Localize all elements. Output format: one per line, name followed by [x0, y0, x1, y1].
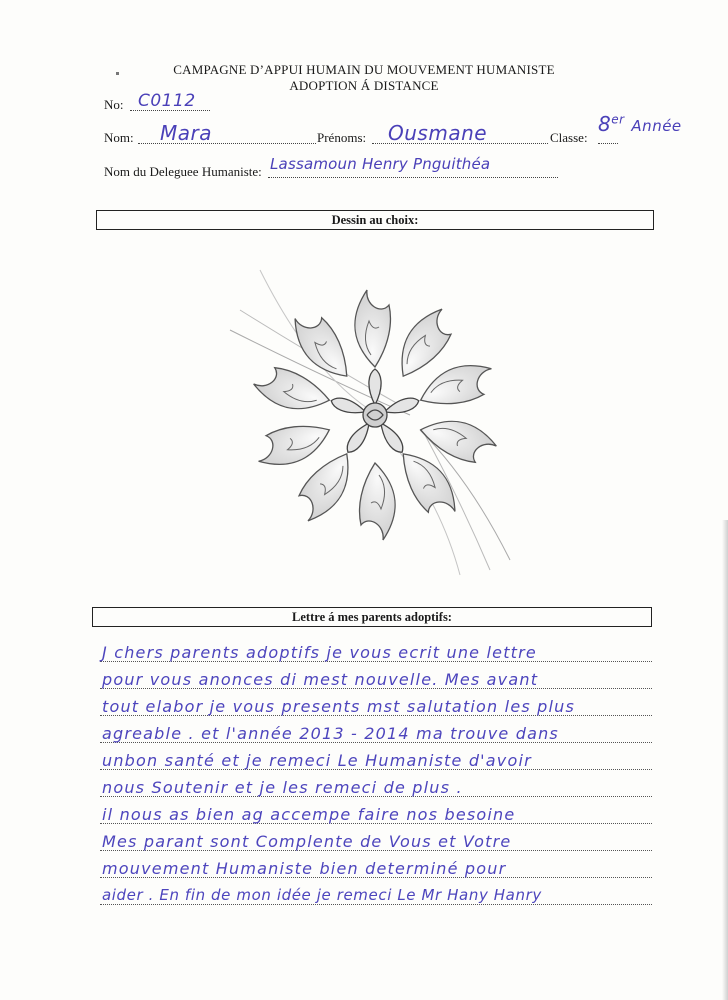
- letter-section-title: Lettre á mes parents adoptifs:: [92, 607, 652, 627]
- classe-dots: [598, 143, 618, 144]
- classe-number: 8: [598, 112, 612, 136]
- delegue-dots: [268, 177, 558, 178]
- prenoms-label: Prénoms:: [317, 130, 367, 145]
- letter-line-5: unbon santé et je remeci Le Humaniste d'avoir: [102, 751, 532, 770]
- ruled-line: [100, 904, 652, 905]
- flower-center: [329, 369, 420, 456]
- delegue-label: Nom du Deleguee Humaniste:: [104, 164, 262, 179]
- letter-line-8: Mes parant sont Complente de Vous et Votre: [102, 832, 512, 851]
- drawing-section-title: Dessin au choix:: [96, 210, 654, 230]
- letter-line-9: mouvement Humaniste bien determiné pour: [102, 859, 507, 878]
- classe-label: Classe:: [550, 130, 588, 145]
- campaign-subtitle: ADOPTION Á DISTANCE: [289, 78, 439, 93]
- letter-line-2: pour vous anonces di mest nouvelle. Mes avant: [102, 670, 539, 689]
- delegue-value: Lassamoun Henry Pnguithéa: [270, 155, 491, 173]
- letter-line-4: agreable . et l'année 2013 - 2014 ma trouve dans: [102, 724, 559, 743]
- campaign-title: CAMPAGNE D’APPUI HUMAIN DU MOUVEMENT HUMANISTE: [173, 62, 555, 77]
- no-value: C0112: [138, 91, 196, 111]
- letter-line-6: nous Soutenir et je les remeci de plus .: [102, 778, 463, 797]
- classe-sup: er: [611, 112, 625, 127]
- nom-label: Nom:: [104, 130, 134, 145]
- nom-value: Mara: [160, 121, 212, 145]
- flower-drawing: [210, 240, 540, 580]
- letter-line-7: il nous as bien ag accempe faire nos besoine: [102, 805, 516, 824]
- letter-line-3: tout elabor je vous presents mst salutation les plus: [102, 697, 576, 716]
- prenoms-value: Ousmane: [388, 121, 488, 145]
- letter-line-1: J chers parents adoptifs je vous ecrit une lettre: [102, 643, 537, 662]
- letter-line-10: aider . En fin de mon idée je remeci Le Mr Hany Hanry: [102, 886, 542, 904]
- classe-value: [598, 112, 682, 136]
- classe-suffix: Année: [631, 117, 682, 135]
- scan-shadow: [722, 520, 728, 1000]
- no-label: No:: [104, 97, 124, 112]
